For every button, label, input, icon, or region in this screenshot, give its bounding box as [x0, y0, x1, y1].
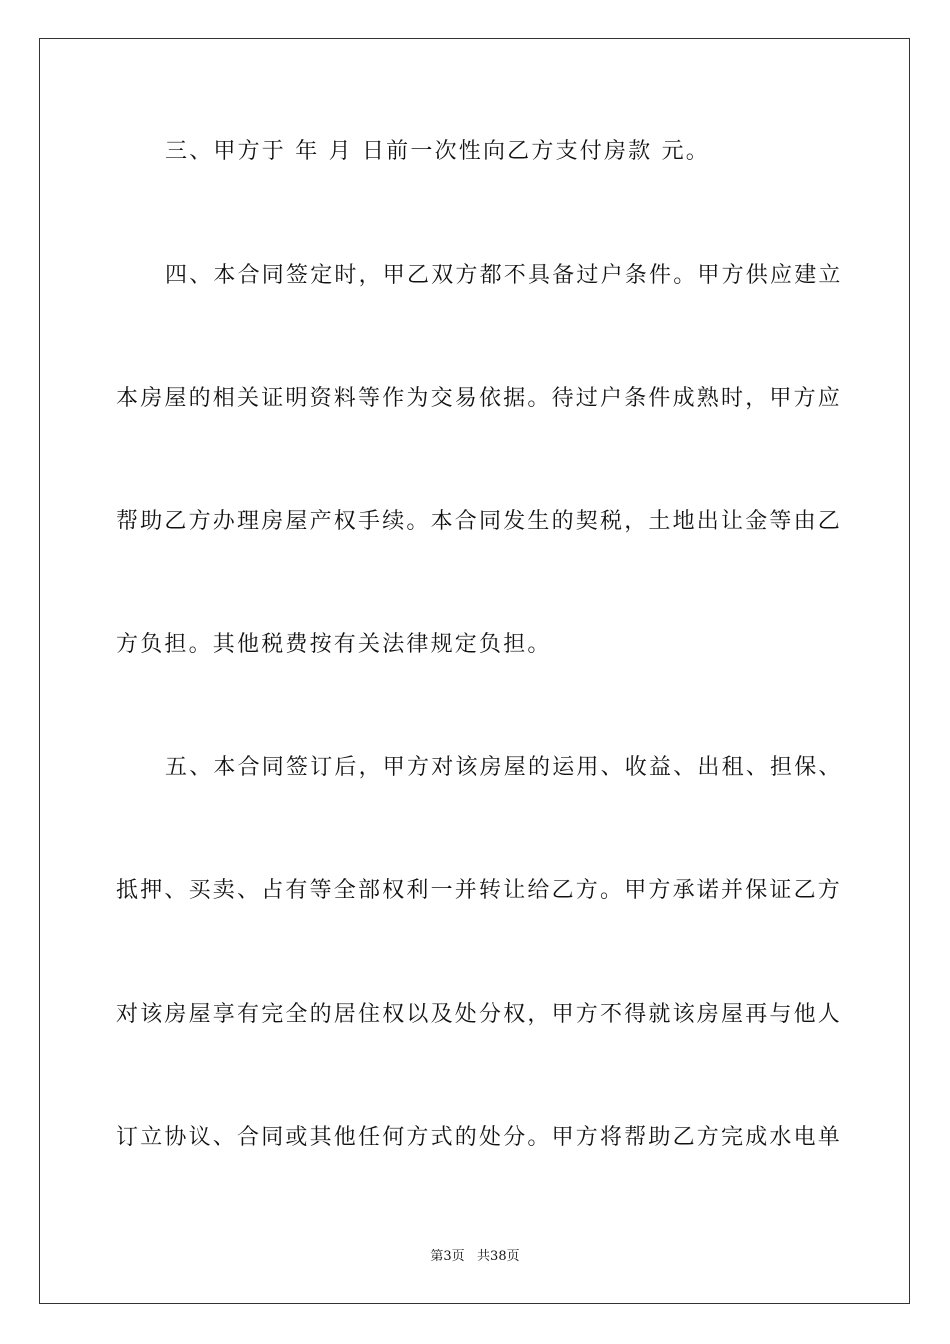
paragraph-4-line-4: 方负担。其他税费按有关法律规定负担。 — [116, 632, 552, 657]
paragraph-4-line-3: 帮助乙方办理房屋产权手续。本合同发生的契税，土地出让金等由乙 — [116, 509, 843, 534]
page-number-footer: 第3页 共38页 — [430, 1249, 520, 1264]
page-frame — [39, 38, 910, 1304]
paragraph-4-line-2: 本房屋的相关证明资料等作为交易依据。待过户条件成熟时，甲方应 — [116, 386, 843, 411]
paragraph-5-line-1: 五、本合同签订后，甲方对该房屋的运用、收益、出租、担保、 — [165, 755, 843, 780]
paragraph-5-line-4: 订立协议、合同或其他任何方式的处分。甲方将帮助乙方完成水电单 — [116, 1125, 843, 1150]
paragraph-4-line-1: 四、本合同签定时，甲乙双方都不具备过户条件。甲方供应建立 — [165, 263, 843, 288]
paragraph-5-line-3: 对该房屋享有完全的居住权以及处分权，甲方不得就该房屋再与他人 — [116, 1002, 843, 1027]
paragraph-5-line-2: 抵押、买卖、占有等全部权利一并转让给乙方。甲方承诺并保证乙方 — [116, 878, 843, 903]
paragraph-3-line-1: 三、甲方于 年 月 日前一次性向乙方支付房款 元。 — [165, 139, 710, 164]
